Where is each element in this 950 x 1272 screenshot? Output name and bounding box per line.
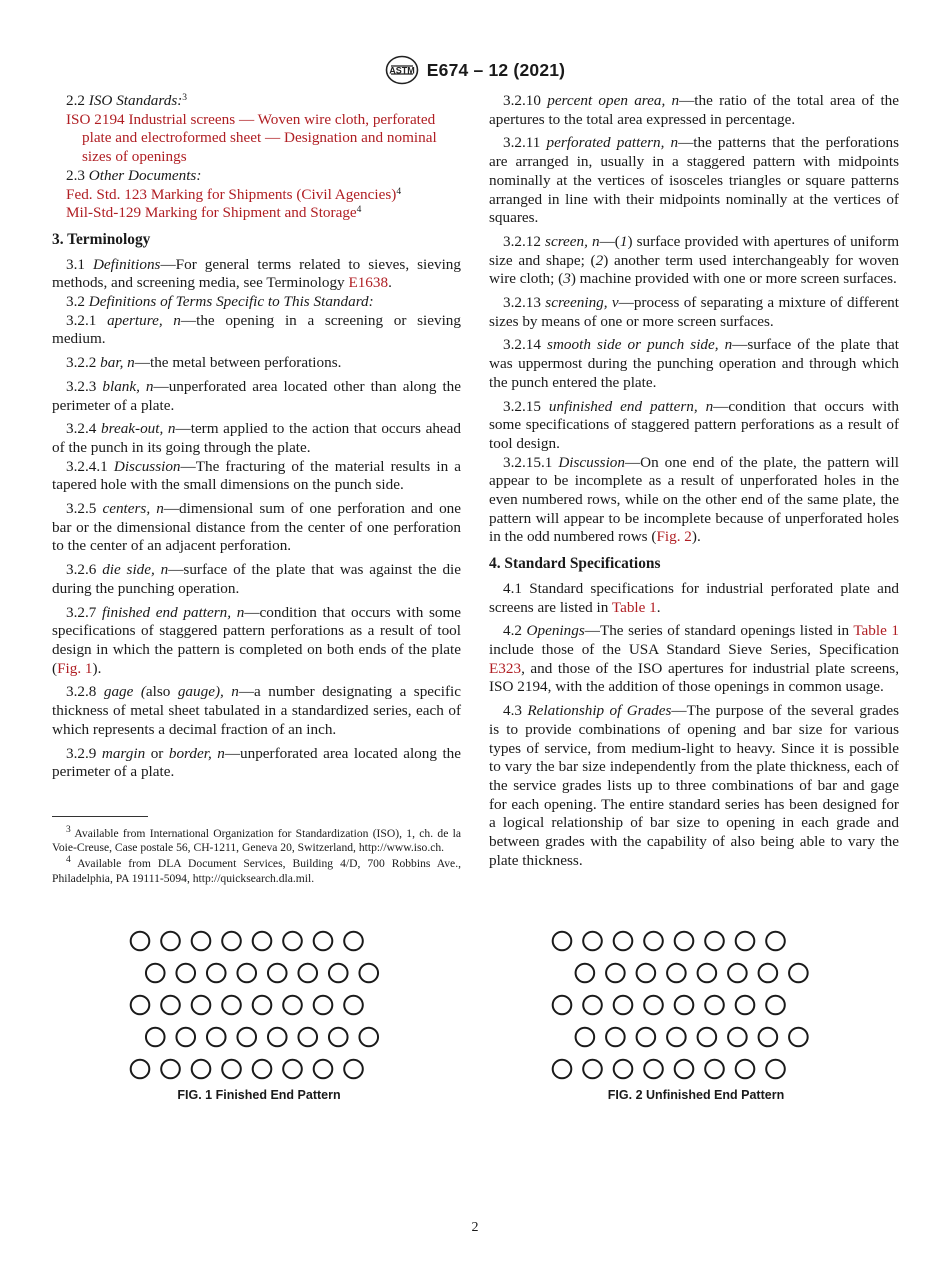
perforation-hole — [298, 1028, 317, 1047]
perforation-hole — [283, 932, 302, 951]
perforation-hole — [789, 1028, 808, 1047]
page-number: 2 — [471, 1220, 479, 1235]
ref-table-1-link[interactable]: Table 1 — [611, 598, 657, 616]
perforation-hole — [161, 932, 180, 951]
perforation-hole — [192, 996, 211, 1015]
term-3-2-12: 3.2.12 screen, n—(1) surface provided with apertures of uniform size and shape; (2) another term used interchangeably for woven wire cloth; (3) machine provided with one or more screen surfaces. — [489, 232, 900, 288]
perforation-hole — [253, 932, 272, 951]
perforation-hole — [766, 932, 785, 951]
term-3-2-2: 3.2.2 bar, n—the metal between perforations. — [66, 354, 342, 372]
perforation-hole — [583, 996, 602, 1015]
perforation-hole — [344, 1060, 363, 1079]
ref-mil-std-129-title[interactable]: Marking for Shipment and Storage — [144, 204, 357, 222]
perforation-hole — [237, 964, 256, 983]
term-3-2-8: 3.2.8 gage (also gauge), n—a number designating a specific thickness of metal sheet tabulated in a standardized series, each of which represents a decimal fraction of an inch. — [52, 683, 462, 738]
perforation-hole — [614, 932, 633, 951]
heading-terminology: 3. Terminology — [52, 230, 151, 248]
figure-2 — [546, 928, 846, 1105]
perforation-hole — [583, 932, 602, 951]
perforation-hole — [667, 1028, 686, 1047]
perforation-hole — [637, 964, 656, 983]
perforation-hole — [553, 932, 572, 951]
perforation-hole — [698, 1028, 717, 1047]
perforation-hole — [553, 1060, 572, 1079]
unfinished-end-pattern-diagram — [546, 928, 846, 1084]
perforation-hole — [253, 1060, 272, 1079]
standard-designation: E674 – 12 (2021) — [426, 59, 566, 80]
perforation-hole — [614, 996, 633, 1015]
section-4-1: 4.1 Standard specifications for industrial perforated plate and screens are listed in Table 1. — [489, 579, 900, 616]
perforation-hole — [606, 1028, 625, 1047]
perforation-hole — [344, 996, 363, 1015]
perforation-hole — [644, 996, 663, 1015]
perforation-hole — [759, 964, 778, 983]
perforation-hole — [667, 964, 686, 983]
perforation-hole — [237, 1028, 256, 1047]
perforation-hole — [131, 932, 150, 951]
perforation-hole — [675, 932, 694, 951]
perforation-hole — [314, 1060, 333, 1079]
perforation-hole — [359, 964, 378, 983]
term-3-2-5: 3.2.5 centers, n—dimensional sum of one perforation and one bar or the dimensional distance from the center of one perforation to the center of an adjacent perforation. — [52, 500, 462, 555]
perforation-hole — [759, 1028, 778, 1047]
reference-mil-std-129[interactable]: Mil-Std-129 Marking for Shipment and Storage$^4$ — [66, 204, 362, 222]
perforation-hole — [576, 1028, 595, 1047]
perforation-hole — [192, 932, 211, 951]
perforation-hole — [131, 1060, 150, 1079]
term-3-2-4: 3.2.4 break-out, n—term applied to the action that occurs ahead of the punch in its going through the plate. — [52, 420, 461, 456]
perforation-hole — [176, 1028, 195, 1047]
ref-fig-2-link[interactable]: Fig. 2 — [656, 528, 692, 546]
section-2-2: 2.2 ISO Standards:$^3$ — [66, 92, 188, 109]
term-3-2-1: 3.2.1 aperture, n—the opening in a screening or sieving medium. — [52, 311, 461, 348]
perforation-hole — [329, 1028, 348, 1047]
page-header — [0, 54, 950, 86]
perforation-hole — [728, 1028, 747, 1047]
perforation-hole — [576, 964, 595, 983]
section-2-3: 2.3 Other Documents: — [66, 166, 202, 184]
perforation-hole — [766, 996, 785, 1015]
perforation-hole — [614, 1060, 633, 1079]
term-3-2-9: 3.2.9 margin or border, n—unperforated area located along the perimeter of a plate. — [52, 744, 461, 781]
reference-fed-std-123[interactable]: Fed. Std. 123 Marking for Shipments (Civil Agencies)$^4$ — [66, 185, 402, 203]
term-3-2-3: 3.2.3 blank, n—unperforated area located other than along the perimeter of a plate. — [52, 377, 461, 414]
perforation-hole — [192, 1060, 211, 1079]
ref-e1638-link[interactable]: E1638 — [348, 274, 389, 292]
astm-logo-icon — [385, 55, 419, 85]
perforation-hole — [146, 1028, 165, 1047]
perforation-hole — [283, 996, 302, 1015]
term-3-2-15: 3.2.15 unfinished end pattern, n—condition that occurs with some specifications of staggered pattern perforations as a result of tool design. — [489, 397, 900, 452]
perforation-hole — [553, 996, 572, 1015]
perforation-hole — [207, 964, 226, 983]
reference-iso-2194[interactable] — [52, 111, 461, 167]
perforation-hole — [176, 964, 195, 983]
perforation-hole — [222, 1060, 241, 1079]
section-4-3: 4.3 Relationship of Grades—The purpose of the several grades is to provide combinations of opening and bar size for various types of service, from medium-light to heavy. Since it is possible to vary the bar size independently from the plate thickness, each of the service grades lists up to three combinations of bar and gage for each opening. The entire standard series has been designed for a logical relationship of bar size to opening in each grade and between grades with the capability of also being able to vary the plate thickness. — [489, 702, 900, 869]
perforation-hole — [644, 932, 663, 951]
perforation-hole — [698, 964, 717, 983]
right-column — [489, 92, 899, 875]
perforation-hole — [314, 996, 333, 1015]
perforation-hole — [705, 1060, 724, 1079]
perforation-hole — [644, 1060, 663, 1079]
ref-fed-std-123-title[interactable]: Marking for Shipments (Civil Agencies) — [150, 185, 397, 203]
footnote-4: $^4$ Available from DLA Document Services, Building 4/D, 700 Robbins Ave., Philadelphia, PA 19111-5094, http://quicksearch.dla.mil. — [52, 855, 461, 885]
perforation-hole — [583, 1060, 602, 1079]
perforation-hole — [606, 964, 625, 983]
ref-iso-2194-link[interactable]: ISO 2194 — [66, 110, 125, 128]
perforation-hole — [705, 996, 724, 1015]
perforation-hole — [728, 964, 747, 983]
perforation-hole — [344, 932, 363, 951]
perforation-hole — [359, 1028, 378, 1047]
perforation-hole — [268, 964, 287, 983]
ref-iso-2194-title[interactable]: Industrial screens — Woven wire cloth, perforated plate and electroformed sheet — Designation and nominal sizes of openings — [82, 110, 437, 166]
perforation-hole — [222, 996, 241, 1015]
term-3-2-6: 3.2.6 die side, n—surface of the plate that was against the die during the punching operation. — [52, 561, 461, 597]
perforation-hole — [161, 996, 180, 1015]
perforation-hole — [222, 932, 241, 951]
perforation-hole — [675, 996, 694, 1015]
term-3-2-15-1: 3.2.15.1 Discussion—On one end of the plate, the pattern will appear to be incomplete as a result of unperforated holes in the even numbered rows, while on the other end of the same plate, the pattern will appear to be incomplete because of unperforated holes in the odd numbered rows (Fig. 2). — [489, 453, 899, 546]
term-3-2-4-1: 3.2.4.1 Discussion—The fracturing of the material results in a tapered hole with the small dimensions on the punch side. — [52, 457, 461, 494]
perforation-hole — [314, 932, 333, 951]
perforation-hole — [131, 996, 150, 1015]
term-3-2: 3.2 Definitions of Terms Specific to This Standard: — [66, 293, 374, 311]
perforation-hole — [329, 964, 348, 983]
figure-1-caption: FIG. 1 Finished End Pattern — [177, 1088, 341, 1102]
term-3-2-13: 3.2.13 screening, v—process of separating a mixture of different sizes by means of one or more screen surfaces. — [489, 294, 899, 330]
perforation-hole — [253, 996, 272, 1015]
heading-standard-specifications: 4. Standard Specifications — [489, 555, 661, 573]
perforation-hole — [207, 1028, 226, 1047]
footnote-divider — [52, 816, 148, 817]
term-3-2-11: 3.2.11 perforated pattern, n—the patterns that the perforations are arranged in, usually in a staggered pattern with midpoints nominally at the vertices of isosceles triangles or square patterns arranged in line with their midpoints nominally at the vertices of squares. — [489, 134, 900, 227]
perforation-hole — [637, 1028, 656, 1047]
term-3-2-14: 3.2.14 smooth side or punch side, n—surface of the plate that was uppermost during the punching operation and through which the punch entered the plate. — [489, 336, 899, 391]
perforation-hole — [298, 964, 317, 983]
perforation-hole — [268, 1028, 287, 1047]
perforation-hole — [766, 1060, 785, 1079]
perforation-hole — [736, 932, 755, 951]
perforation-hole — [675, 1060, 694, 1079]
ref-e323-link[interactable]: E323 — [489, 659, 522, 677]
perforation-hole — [736, 1060, 755, 1079]
perforation-hole — [161, 1060, 180, 1079]
finished-end-pattern-diagram — [124, 928, 394, 1084]
logo-lettering: ASTM — [389, 65, 415, 76]
figure-1 — [124, 928, 394, 1105]
perforation-hole — [789, 964, 808, 983]
term-3-2-10: 3.2.10 percent open area, n—the ratio of the total area of the apertures to the total area expressed in percentage. — [489, 92, 900, 128]
perforation-hole — [146, 964, 165, 983]
ref-fig-1-link[interactable]: Fig. 1 — [57, 659, 93, 677]
ref-table-1-link-2[interactable]: Table 1 — [853, 622, 899, 640]
section-4-2: 4.2 Openings—The series of standard openings listed in Table 1 include those of the USA Standard Sieve Series, Specification E323, and those of the ISO apertures for industrial plate screens, ISO 2194, with the addition of those openings in common usage. — [489, 622, 899, 696]
perforation-hole — [705, 932, 724, 951]
left-column — [52, 92, 461, 888]
perforation-hole — [283, 1060, 302, 1079]
footnote-3: $^3$ Available from International Organization for Standardization (ISO), 1, ch. de la Voie-Creuse, Case postale 56, CH-1211, Geneva 20, Switzerland, http://www.iso.ch. — [52, 824, 461, 855]
term-3-1: 3.1 Definitions—For general terms related to sieves, sieving methods, and screening media, see Terminology E1638. — [52, 255, 461, 292]
term-3-2-7: 3.2.7 finished end pattern, n—condition that occurs with some specifications of staggered pattern perforations as a result of tool design in which the pattern is completed on both ends of the plate (Fig. 1). — [52, 603, 462, 677]
perforation-hole — [736, 996, 755, 1015]
ref-mil-std-129-link[interactable]: Mil-Std-129 — [66, 204, 142, 222]
ref-fed-std-123-link[interactable]: Fed. Std. 123 — [66, 185, 148, 203]
figure-2-caption: FIG. 2 Unfinished End Pattern — [607, 1088, 785, 1102]
